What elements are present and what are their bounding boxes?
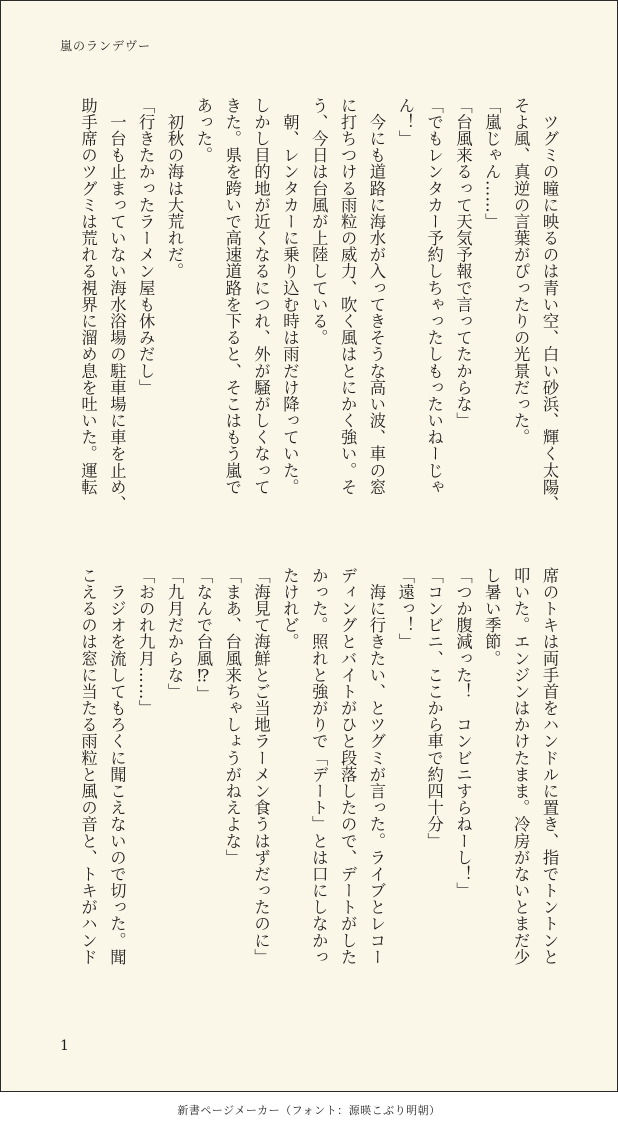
text-line: 「まあ、台風来ちゃしょうがねえよな」 — [222, 567, 242, 866]
text-line: 「台風来るって天気予報で言ってたからな」 — [453, 97, 473, 429]
text-line: たけれど。 — [280, 567, 300, 650]
text-line: こえるのは窓に当たる雨粒と風の音と、トキがハンド — [78, 567, 98, 966]
text-line: ディングとバイトがひと段落したので、デートがした — [338, 567, 358, 966]
text-line: きた。県を跨いで高速道路を下ると、そこはもう嵐で — [222, 97, 242, 496]
text-line: 海に行きたい、とツグミが言った。ライブとレコー — [366, 567, 386, 966]
text-line: ん！」 — [395, 97, 415, 147]
text-line: 叩いた。エンジンはかけたまま。冷房がないとまだ少 — [511, 567, 531, 966]
text-line: う、今日は台風が上陸している。 — [309, 97, 329, 346]
text-line: かった。照れと強がりで「デート」とは口にしなかっ — [309, 567, 329, 966]
footer-credit: 新書ページメーカー（フォント：源暎こぶり明朝） — [177, 1104, 441, 1117]
text-line: 「つか腹減った！ コンビニすらねーし！」 — [453, 567, 473, 899]
text-line: 初秋の海は大荒れだ。 — [165, 97, 185, 280]
text-line: そよ風、真逆の言葉がぴったりの光景だった。 — [511, 97, 531, 446]
upper-text-column — [57, 97, 563, 533]
text-line: し暑い季節。 — [482, 567, 502, 667]
text-line: 「九月だからな」 — [165, 567, 185, 700]
page-title: 嵐のランデヴー — [60, 39, 152, 53]
text-line: 「海見て海鮮とご当地ラーメン食うはずだったのに」 — [251, 567, 271, 966]
text-line: 「なんで台風⁉」 — [193, 567, 213, 703]
text-line: 今にも道路に海水が入ってきそうな高い波、車の窓 — [366, 97, 386, 496]
text-line: 助手席のツグミは荒れる視界に溜め息を吐いた。運転 — [78, 97, 98, 496]
text-line: 朝、レンタカーに乗り込む時は雨だけ降っていた。 — [280, 97, 300, 496]
text-line: あった。 — [193, 97, 213, 164]
text-line: 一台も止まっていない海水浴場の駐車場に車を止め、 — [107, 97, 127, 512]
text-line: 「嵐じゃん……」 — [482, 97, 502, 230]
text-line: に打ちつける雨粒の威力、吹く風はとにかく強い。そ — [338, 97, 358, 496]
lower-text-column — [57, 567, 563, 1003]
text-line: 「でもレンタカー予約しちゃったしもったいねーじゃ — [424, 97, 444, 496]
text-line: ラジオを流してもろくに聞こえないので切った。聞 — [107, 567, 127, 966]
text-line: 「行きたかったラーメン屋も休みだし」 — [136, 97, 156, 396]
page-number: 1 — [60, 1038, 69, 1054]
text-line: ツグミの瞳に映るのは青い空、白い砂浜、輝く太陽、 — [540, 97, 559, 512]
text-line: 「遠っ！」 — [395, 567, 415, 650]
text-line: しかし目的地が近くなるにつれ、外が騒がしくなって — [251, 97, 271, 496]
text-line: 席のトキは両手首をハンドルに置き、指でトントンと — [540, 567, 559, 966]
text-line: 「おのれ九月……」 — [136, 567, 156, 717]
text-line: 「コンビニ、ここから車で約四十分」 — [424, 567, 444, 850]
